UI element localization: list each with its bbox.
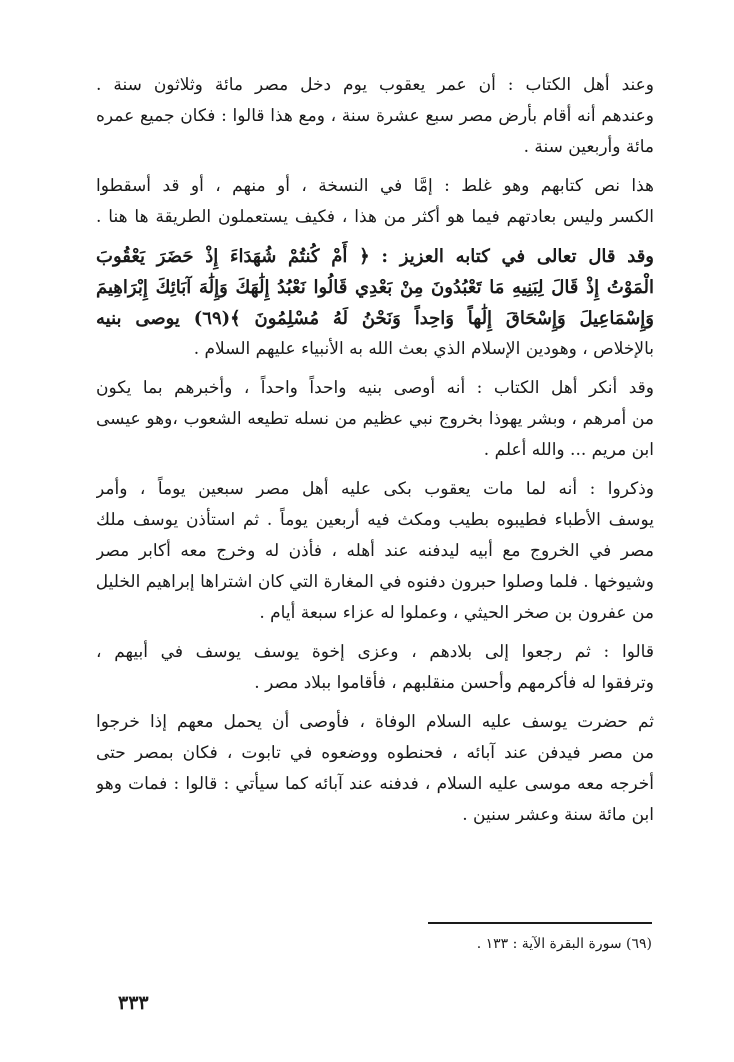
text-line: من أمرهم ، وبشر يهوذا بخروج نبي عظيم من نسله تطيعه الشعوب ،وهو عيسى xyxy=(96,409,654,429)
text-line: أخرجه معه موسى عليه السلام ، فدفنه عند آبائه كما سيأتي : قالوا : فمات وهو xyxy=(96,774,654,794)
text-line: بالإخلاص ، وهودين الإسلام الذي بعث الله به الأنبياء عليهم السلام . xyxy=(193,339,654,359)
page-number: ٣٣٣ xyxy=(118,992,149,1014)
paragraph-2 xyxy=(96,171,654,233)
text-line: من مصر فيدفن عند آبائه ، فحنطوه ووضعوه في تابوت ، فكان بمصر حتى xyxy=(96,743,654,763)
text-line: وعند أهل الكتاب : أن عمر يعقوب يوم دخل مصر مائة وثلاثون سنة . xyxy=(96,75,654,95)
text-line: مائة وأربعين سنة . xyxy=(523,137,654,157)
text-line: وقد أنكر أهل الكتاب : أنه أوصى بنيه واحداً واحداً ، وأخبرهم بما يكون xyxy=(96,378,654,398)
page-body xyxy=(96,70,654,839)
paragraph-4 xyxy=(96,373,654,466)
text-line: يوسف الأطباء فطيبوه بطيب ومكث فيه أربعين يوماً . ثم استأذن يوسف ملك xyxy=(96,510,654,530)
text-line: الكسر وليس بعادتهم فيما هو أكثر من هذا ، فكيف يستعملون الطريقة ها هنا . xyxy=(96,207,654,227)
text-line: وَإِسْمَاعِيلَ وَإِسْحَاقَ إِلَٰهاً وَاحِداً وَنَحْنُ لَهُ مُسْلِمُونَ ﴾(٦٩) يوصى بنيه xyxy=(96,308,654,329)
text-line: ابن مائة سنة وعشر سنين . xyxy=(462,805,654,825)
paragraph-7 xyxy=(96,707,654,831)
paragraph-3-quran-quote xyxy=(96,241,654,365)
text-line: مصر في الخروج مع أبيه ليدفنه عند أهله ، فأذن له وخرج معه أكابر مصر xyxy=(96,541,654,561)
text-line: وعندهم أنه أقام بأرض مصر سبع عشرة سنة ، ومع هذا قالوا : فكان جميع عمره xyxy=(96,106,654,126)
text-line: ثم حضرت يوسف عليه السلام الوفاة ، فأوصى أن يحمل معهم إذا خرجوا xyxy=(96,712,654,732)
footnote-divider xyxy=(428,922,652,924)
text-line: وشيوخها . فلما وصلوا حبرون دفنوه في المغارة التي كان اشتراها إبراهيم الخليل xyxy=(96,572,654,592)
text-line: الْمَوْتُ إِذْ قَالَ لِبَنِيهِ مَا تَعْبُدُونَ مِنْ بَعْدِي قَالُوا نَعْبُدُ إِلَٰهَكَ وَإِلَٰهَ آبَائِكَ إِبْرَاهِيمَ xyxy=(96,277,654,298)
paragraph-6 xyxy=(96,637,654,699)
text-line: وترفقوا له فأكرمهم وأحسن منقلبهم ، فأقاموا ببلاد مصر . xyxy=(254,673,654,693)
text-line: وذكروا : أنه لما مات يعقوب بكى عليه أهل مصر سبعين يوماً ، وأمر xyxy=(96,479,654,499)
paragraph-5 xyxy=(96,474,654,629)
text-line: ابن مريم ... والله أعلم . xyxy=(483,440,654,460)
text-line: وقد قال تعالى في كتابه العزيز : ﴿ أَمْ كُنتُمْ شُهَدَاءَ إِذْ حَضَرَ يَعْقُوبَ xyxy=(96,246,654,267)
text-line: من عفرون بن صخر الحيثي ، وعملوا له عزاء سبعة أيام . xyxy=(259,603,654,623)
text-line: قالوا : ثم رجعوا إلى بلادهم ، وعزى إخوة يوسف يوسف في أبيهم ، xyxy=(96,642,654,662)
footnote: (٦٩) سورة البقرة الآية : ١٣٣ . xyxy=(476,936,652,952)
paragraph-1 xyxy=(96,70,654,163)
text-line: هذا نص كتابهم وهو غلط : إمَّا في النسخة ، أو منهم ، أو قد أسقطوا xyxy=(96,176,654,196)
